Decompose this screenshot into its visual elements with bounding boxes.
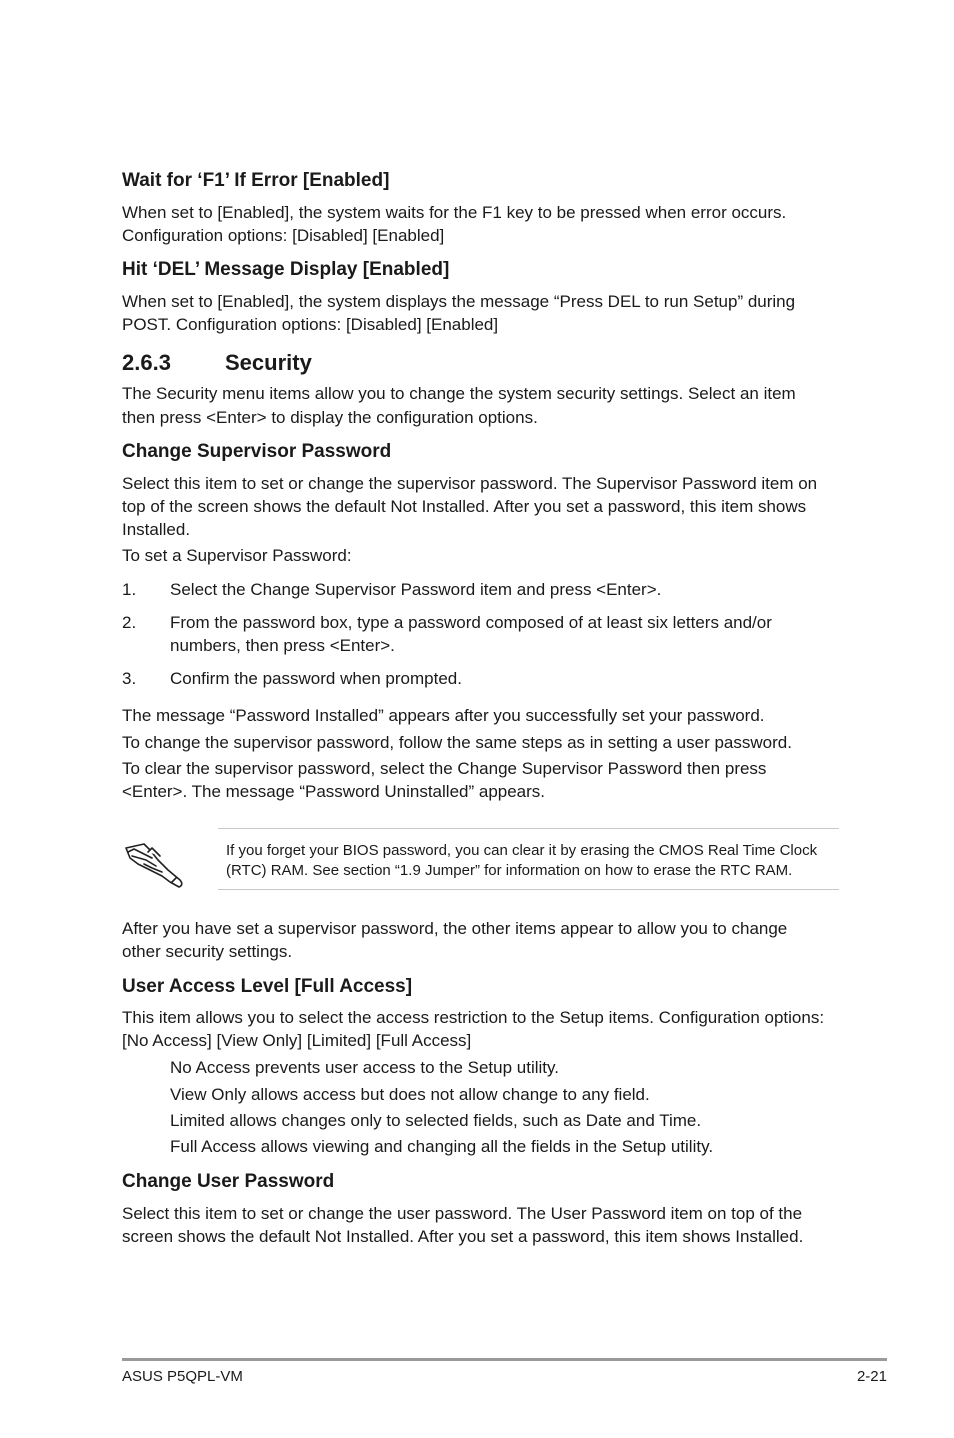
f1-heading: Wait for ‘F1’ If Error [Enabled] (122, 170, 390, 191)
user-password-body-line2: screen shows the default Not Installed. After you set a password, this item shows Installed. (122, 1227, 804, 1246)
step-1-text: Select the Change Supervisor Password item and press <Enter>. (170, 580, 662, 599)
section-title: Security (225, 350, 312, 375)
step-3-number: 3. (122, 669, 137, 688)
footer-product: ASUS P5QPL-VM (122, 1368, 243, 1385)
step-2-text-line2: numbers, then press <Enter>. (170, 636, 395, 655)
section-number: 2.6.3 (122, 350, 171, 375)
pointing-hand-icon (122, 838, 188, 892)
supervisor-heading: Change Supervisor Password (122, 441, 392, 462)
supervisor-body-line2: top of the screen shows the default Not Installed. After you set a password, this item shows (122, 497, 807, 516)
user-access-body-line2: [No Access] [View Only] [Limited] [Full Access] (122, 1031, 472, 1050)
note-text-line2: (RTC) RAM. See section “1.9 Jumper” for information on how to erase the RTC RAM. (226, 862, 793, 879)
step-2-number: 2. (122, 613, 137, 632)
to-clear-line2: <Enter>. The message “Password Uninstalled” appears. (122, 782, 546, 801)
to-clear-line1: To clear the supervisor password, select the Change Supervisor Password then press (122, 759, 767, 778)
step-2-text-line1: From the password box, type a password composed of at least six letters and/or (170, 613, 772, 632)
after-set-line2: other security settings. (122, 942, 293, 961)
supervisor-body-line1: Select this item to set or change the supervisor password. The Supervisor Password item on (122, 474, 818, 493)
step-3-text: Confirm the password when prompted. (170, 669, 462, 688)
option-limited: Limited allows changes only to selected fields, such as Date and Time. (170, 1111, 702, 1130)
note-text-line1: If you forget your BIOS password, you can clear it by erasing the CMOS Real Time Clock (226, 842, 818, 859)
user-access-heading: User Access Level [Full Access] (122, 976, 413, 997)
to-change: To change the supervisor password, follow the same steps as in setting a user password. (122, 733, 792, 752)
note-top-rule (218, 828, 839, 829)
f1-body-line1: When set to [Enabled], the system waits for the F1 key to be pressed when error occurs. (122, 203, 787, 222)
after-set-line1: After you have set a supervisor password, the other items appear to allow you to change (122, 919, 788, 938)
note-bottom-rule (218, 889, 839, 890)
user-password-heading: Change User Password (122, 1171, 335, 1192)
user-password-body-line1: Select this item to set or change the user password. The User Password item on top of the (122, 1204, 803, 1223)
supervisor-body-line3: Installed. (122, 520, 191, 539)
del-body-line2: POST. Configuration options: [Disabled] [Enabled] (122, 315, 499, 334)
option-no-access: No Access prevents user access to the Setup utility. (170, 1058, 559, 1077)
security-intro-line2: then press <Enter> to display the configuration options. (122, 408, 538, 427)
msg-installed: The message “Password Installed” appears after you successfully set your password. (122, 706, 765, 725)
step-1-number: 1. (122, 580, 137, 599)
option-view-only: View Only allows access but does not allow change to any field. (170, 1085, 650, 1104)
del-body-line1: When set to [Enabled], the system displays the message “Press DEL to run Setup” during (122, 292, 796, 311)
footer-rule (122, 1358, 887, 1361)
del-heading: Hit ‘DEL’ Message Display [Enabled] (122, 259, 450, 280)
option-full-access: Full Access allows viewing and changing all the fields in the Setup utility. (170, 1137, 714, 1156)
security-intro-line1: The Security menu items allow you to change the system security settings. Select an item (122, 384, 796, 403)
footer-page-number: 2-21 (856, 1368, 887, 1385)
to-set-intro: To set a Supervisor Password: (122, 546, 352, 565)
user-access-body-line1: This item allows you to select the access restriction to the Setup items. Configuration options: (122, 1008, 825, 1027)
f1-body-line2: Configuration options: [Disabled] [Enabled] (122, 226, 445, 245)
